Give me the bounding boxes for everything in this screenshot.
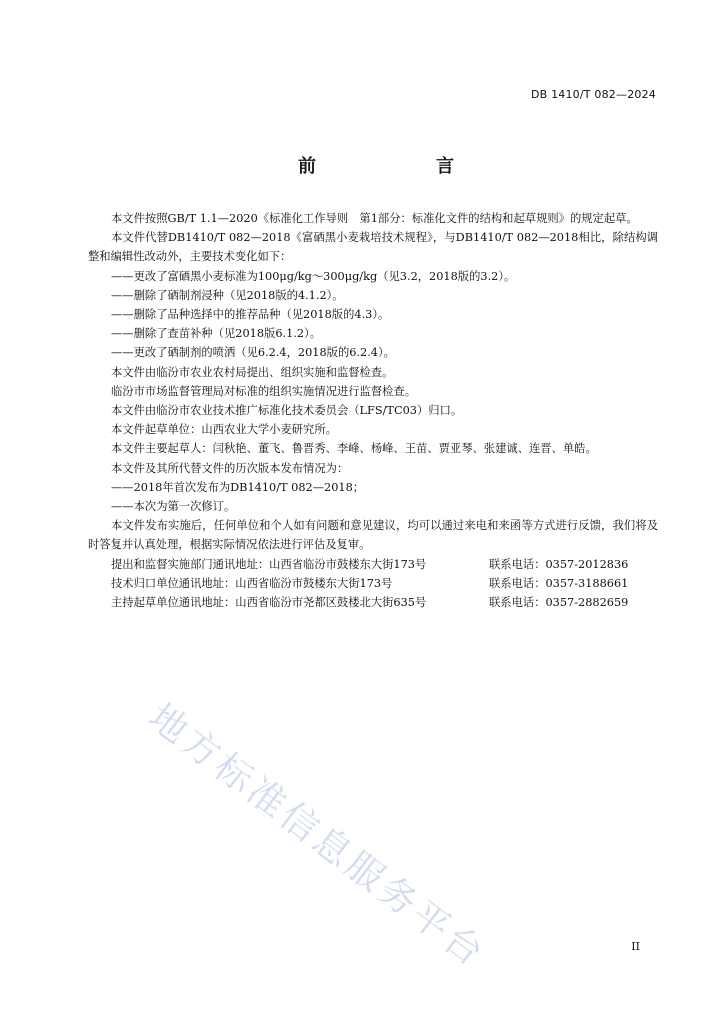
page-title: 前 言: [298, 156, 482, 177]
paragraph: 本文件按照GB/T 1.1—2020《标准化工作导则 第1部分：标准化文件的结构和起草规则》的规定起草。: [111, 212, 638, 225]
document-code: DB 1410/T 082—2024: [530, 88, 656, 101]
paragraph: 临汾市市场监督管理局对标准的组织实施情况进行监督检查。: [111, 384, 417, 398]
contact-phone: 联系电话：0357-2012836: [489, 557, 629, 571]
paragraph: 本文件起草单位：山西农业大学小麦研究所。: [111, 423, 337, 437]
history-item: ——本次为第一次修订。: [111, 500, 236, 514]
paragraph: 本文件由临汾市农业农村局提出、组织实施和监督检查。: [111, 365, 394, 379]
paragraph: 本文件发布实施后，任何单位和个人如有问题和意见建议，均可以通过来电和来函等方式进行反馈，我们将及时答复并认真处理，根据实际情况依法进行评估及复审。: [88, 519, 658, 552]
contact-row: [88, 555, 658, 574]
paragraph: 本文件及其所代替文件的历次版本发布情况为：: [111, 461, 349, 475]
change-item: ——更改了硒制剂的喷洒（见6.2.4，2018版的6.2.4）。: [111, 346, 395, 360]
contact-address: 主持起草单位通讯地址：山西省临汾市尧都区鼓楼北大街635号: [111, 596, 427, 610]
contact-address: 提出和监督实施部门通讯地址：山西省临汾市鼓楼东大街173号: [111, 557, 427, 571]
paragraph: 本文件主要起草人：闫秋艳、董飞、鲁晋秀、李峰、杨峰、王苗、贾亚琴、张建诚、连晋、单皓。: [111, 442, 597, 456]
contact-phone: 联系电话：0357-2882659: [489, 596, 629, 610]
change-item: ——删除了查苗补种（见2018版6.1.2）。: [111, 327, 322, 341]
change-item: ——删除了硒制剂浸种（见2018版的4.1.2）。: [111, 288, 344, 302]
page-number: II: [631, 940, 640, 953]
paragraph: 本文件代替DB1410/T 082—2018《富硒黑小麦栽培技术规程》，与DB1410/T 082—2018相比，除结构调整和编辑性改动外，主要技术变化如下：: [88, 231, 658, 264]
change-item: ——更改了富硒黑小麦标准为100μg/kg～300μg/kg（见3.2，2018版的3.2）。: [111, 269, 516, 283]
watermark: 地方标准信息服务平台: [140, 695, 495, 977]
contact-phone: 联系电话：0357-3188661: [489, 576, 629, 590]
contact-row: [88, 574, 658, 593]
paragraph: 本文件由临汾市农业技术推广标准化技术委员会（LFS/TC03）归口。: [111, 404, 463, 418]
change-item: ——删除了品种选择中的推荐品种（见2018版的4.3）。: [111, 308, 390, 322]
contact-address: 技术归口单位通讯地址：山西省临汾市鼓楼东大街173号: [111, 576, 393, 590]
foreword-body: [88, 209, 658, 612]
contact-row: [88, 593, 658, 612]
history-item: ——2018年首次发布为DB1410/T 082—2018；: [111, 480, 365, 494]
